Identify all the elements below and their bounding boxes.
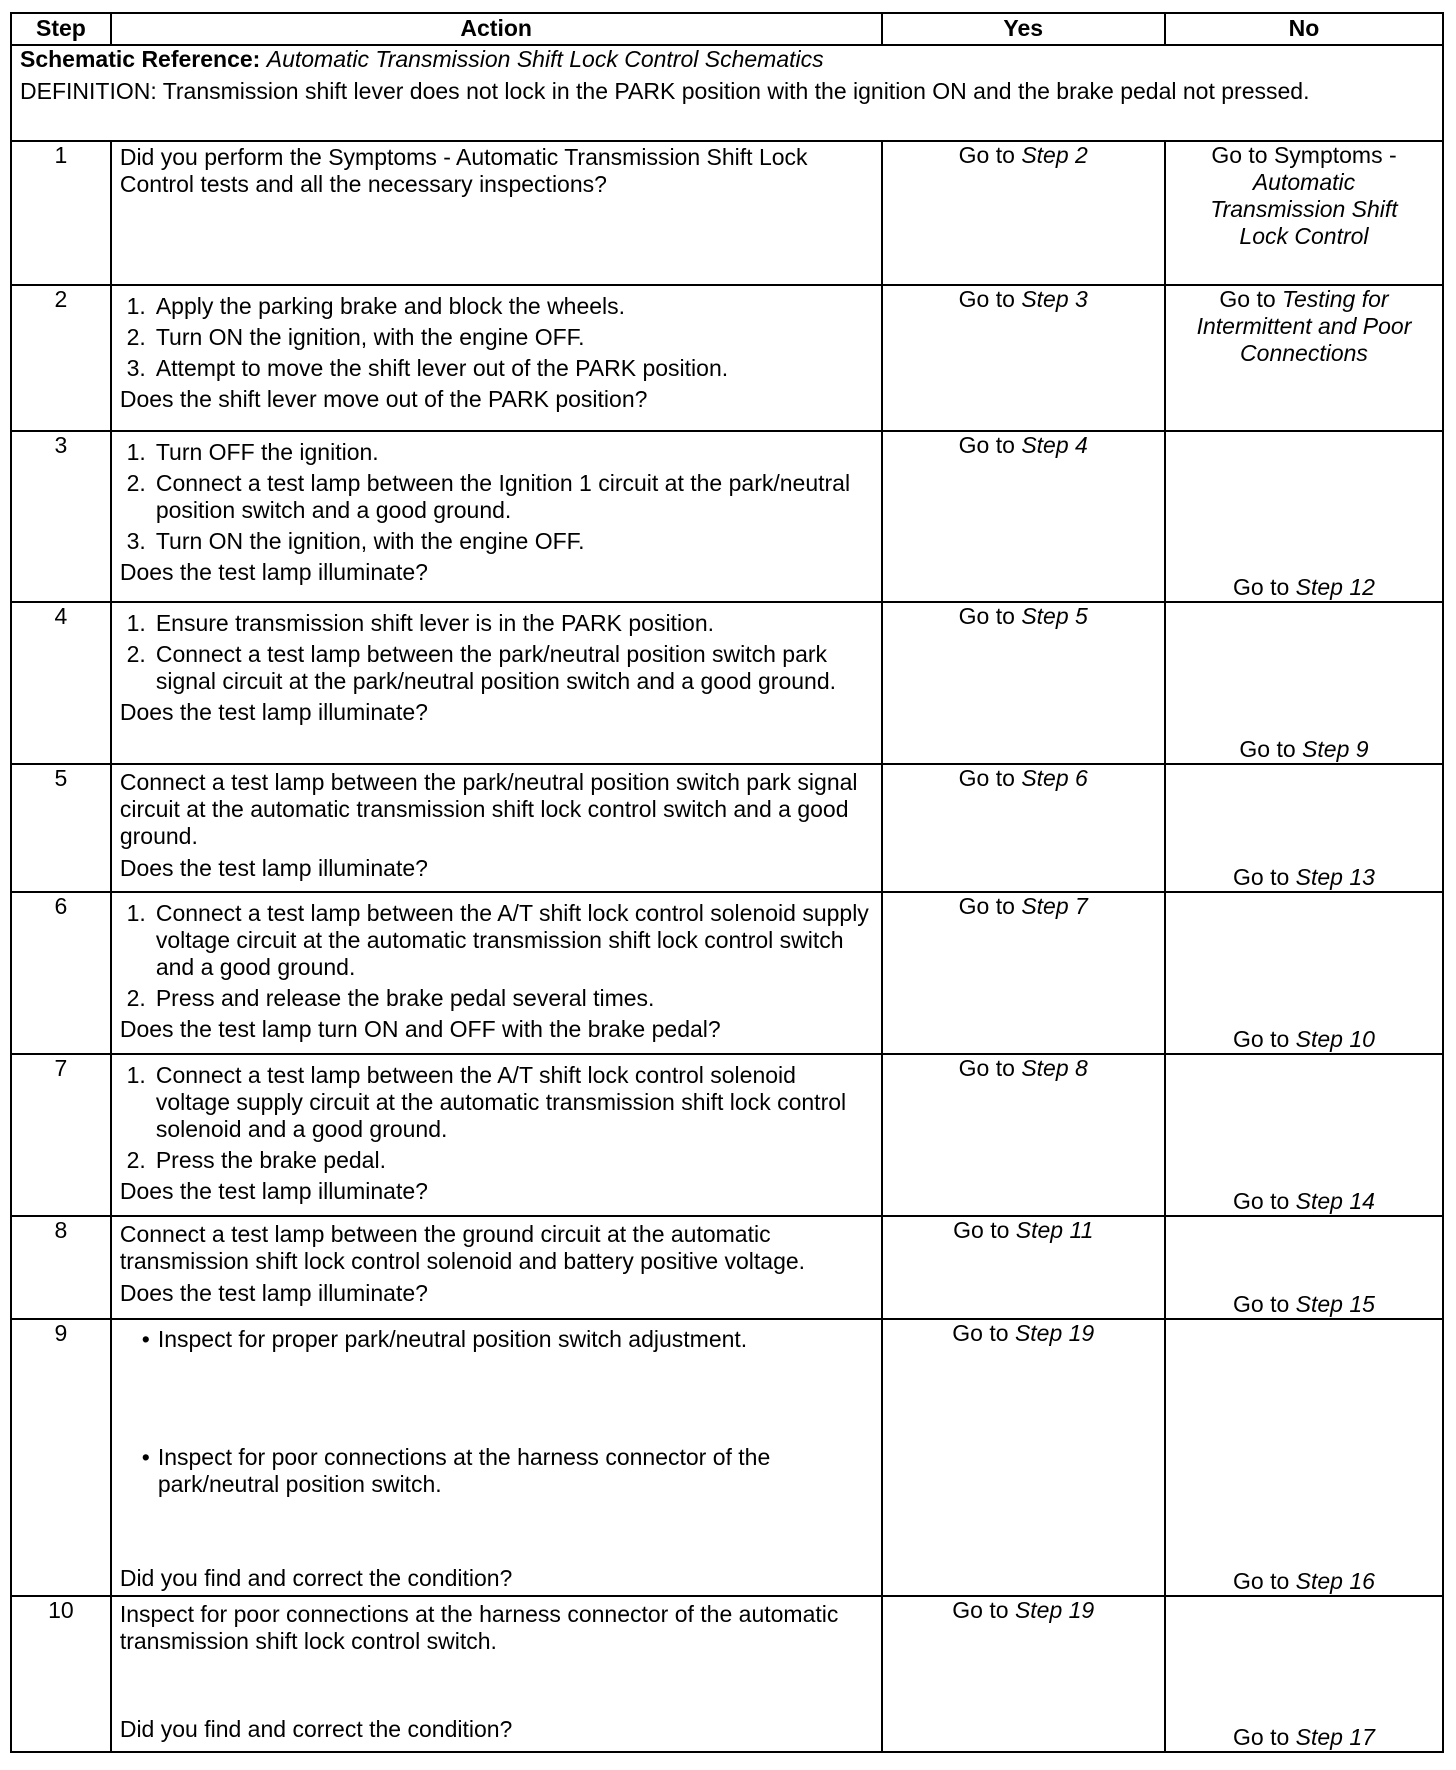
action-cell: 1. Apply the parking brake and block the wheels. 2. Turn ON the ignition, with the engine OFF. 3. Attempt to move the shift lever out of the PARK position. Does the shift lever move out of the PARK position? [111,285,882,431]
no-link[interactable]: Step 15 [1295,1291,1375,1317]
no-link[interactable]: Step 10 [1295,1026,1375,1052]
action-cell [111,1319,882,1596]
list-item: Attempt to move the shift lever out of the PARK position. [155,355,729,381]
step-number: 10 [11,1596,111,1752]
list-item: Connect a test lamp between the A/T shift lock control solenoid voltage supply circuit at the automatic transmission shift lock control solenoid and a good ground. [155,1062,847,1142]
list-item: Turn ON the ignition, with the engine OFF. [155,528,585,554]
yes-link[interactable]: Step 3 [1021,286,1088,312]
no-cell: Go to Step 15 [1165,1216,1443,1319]
yes-cell: Go to Step 4 [882,431,1165,602]
no-link[interactable]: Testing for [1282,286,1389,312]
action-cell: 1. Turn OFF the ignition. 2. Connect a test lamp between the Ignition 1 circuit at the park/neutral position switch and a good ground. 3. Turn ON the ignition, with the engine OFF. Does the test lamp illuminate? [111,431,882,602]
yes-link[interactable]: Step 19 [1014,1320,1095,1346]
no-line-2[interactable]: Intermittent and Poor [1196,313,1412,339]
no-link[interactable]: Step 12 [1295,574,1375,600]
action-text: Did you perform the Symptoms - Automatic Transmission Shift Lock Control tests and all the necessary inspections? [119,144,808,197]
yes-link[interactable]: Step 4 [1021,432,1088,458]
no-line-1[interactable]: Go to Symptoms - [1211,142,1397,168]
no-line-3[interactable]: Transmission Shift [1210,196,1398,222]
yes-cell: Go to Step 19 [882,1319,1165,1596]
no-cell: Go to Step 9 [1165,602,1443,764]
step-number: 4 [11,602,111,764]
yes-link[interactable]: Step 6 [1021,765,1088,791]
no-cell: Go to Step 10 [1165,892,1443,1054]
yes-link[interactable]: Step 11 [1015,1217,1094,1243]
no-line-3[interactable]: Connections [1240,340,1368,366]
action-text: Connect a test lamp between the park/neutral position switch park signal circuit at the automatic transmission shift lock control switch and a good ground. [119,769,858,849]
table-row [11,602,1443,764]
no-cell: Go to Step 12 [1165,431,1443,602]
action-text: Inspect for poor connections at the harness connector of the automatic transmission shift lock control switch. [119,1601,839,1654]
table-row [11,431,1443,602]
header-no: No [1165,13,1443,45]
step-number: 2 [11,285,111,431]
schematic-label: Schematic Reference: [20,46,261,72]
table-row [11,141,1443,285]
question-text: Did you find and correct the condition? [119,1565,513,1591]
question-text: Does the test lamp illuminate? [119,699,428,725]
table-row [11,285,1443,431]
no-cell: Go to Step 17 [1165,1596,1443,1752]
step-number: 7 [11,1054,111,1216]
action-cell: 1. Connect a test lamp between the A/T shift lock control solenoid supply voltage circuit at the automatic transmission shift lock control switch and a good ground. 2. Press and release the brake pedal several times. Does the test lamp turn ON and OFF with the brake pedal? [111,892,882,1054]
action-cell: 1. Connect a test lamp between the A/T shift lock control solenoid voltage supply circuit at the automatic transmission shift lock control solenoid and a good ground. 2. Press the brake pedal. Does the test lamp illuminate? [111,1054,882,1216]
step-number: 3 [11,431,111,602]
list-item: Connect a test lamp between the park/neutral position switch park signal circuit at the park/neutral position switch and a good ground. [155,641,837,694]
schematic-link[interactable]: Automatic Transmission Shift Lock Control Schematics [266,46,824,72]
no-cell: Go to Step 14 [1165,1054,1443,1216]
yes-cell: Go to Step 8 [882,1054,1165,1216]
step-number: 1 [11,141,111,285]
action-cell [111,1216,882,1319]
table-row [11,1054,1443,1216]
yes-link[interactable]: Step 5 [1021,603,1088,629]
yes-cell: Go to Step 5 [882,602,1165,764]
list-item: Ensure transmission shift lever is in the PARK position. [155,610,715,636]
no-cell: Go to Step 16 [1165,1319,1443,1596]
no-line-2[interactable]: Automatic [1252,169,1356,195]
list-item: Apply the parking brake and block the wheels. [155,293,626,319]
action-text: Connect a test lamp between the ground circuit at the automatic transmission shift lock control solenoid and battery positive voltage. [119,1221,806,1274]
no-line-4[interactable]: Lock Control [1239,223,1369,249]
no-cell: Go to Testing for Intermittent and Poor Connections [1165,285,1443,431]
table-row [11,1319,1443,1596]
yes-link[interactable]: Step 7 [1021,893,1088,919]
yes-cell: Go to Step 2 [882,141,1165,285]
action-cell [111,1596,882,1752]
question-text: Does the test lamp illuminate? [119,1280,428,1306]
step-number: 5 [11,764,111,892]
yes-link[interactable]: Step 8 [1021,1055,1088,1081]
step-number: 9 [11,1319,111,1596]
question-text: Does the test lamp illuminate? [119,1178,428,1204]
no-cell: Go to Step 13 [1165,764,1443,892]
step-number: 6 [11,892,111,1054]
step-number: 8 [11,1216,111,1319]
list-item: • Inspect for proper park/neutral position switch adjustment. [141,1326,748,1352]
yes-cell: Go to Step 7 [882,892,1165,1054]
schematic-row [11,45,1443,141]
yes-cell: Go to Step 19 [882,1596,1165,1752]
yes-link[interactable]: Step 2 [1021,142,1088,168]
list-item: Connect a test lamp between the A/T shift lock control solenoid supply voltage circuit at the automatic transmission shift lock control switch and a good ground. [155,900,869,980]
header-row [11,13,1443,45]
table-row [11,1596,1443,1752]
yes-link[interactable]: Step 19 [1014,1597,1095,1623]
no-cell [1165,141,1443,285]
no-link[interactable]: Step 17 [1295,1724,1375,1750]
list-item: Turn ON the ignition, with the engine OFF. [155,324,585,350]
yes-cell: Go to Step 3 [882,285,1165,431]
no-link[interactable]: Step 9 [1302,736,1369,762]
question-text: Does the shift lever move out of the PARK position? [119,386,648,412]
no-link[interactable]: Step 14 [1295,1188,1375,1214]
yes-cell: Go to Step 6 [882,764,1165,892]
table-row [11,892,1443,1054]
header-action: Action [111,13,882,45]
yes-cell: Go to Step 11 [882,1216,1165,1319]
list-item: Press and release the brake pedal several times. [155,985,655,1011]
action-cell: 1. Ensure transmission shift lever is in the PARK position. 2. Connect a test lamp between the park/neutral position switch park signal circuit at the park/neutral position switch and a good ground. Does the test lamp illuminate? [111,602,882,764]
header-yes: Yes [882,13,1165,45]
action-cell [111,141,882,285]
no-link[interactable]: Step 16 [1295,1568,1375,1594]
header-step: Step [11,13,111,45]
question-text: Did you find and correct the condition? [119,1716,513,1742]
list-item: • Inspect for poor connections at the harness connector of the park/neutral position switch. [141,1444,771,1497]
question-text: Does the test lamp illuminate? [119,559,428,585]
question-text: Does the test lamp turn ON and OFF with the brake pedal? [119,1016,721,1042]
schematic-reference [20,46,1434,73]
table-row [11,1216,1443,1319]
list-item: Connect a test lamp between the Ignition 1 circuit at the park/neutral position switch and a good ground. [155,470,851,523]
diagnostic-table [10,12,1444,1753]
list-item: Press the brake pedal. [155,1147,386,1173]
action-cell [111,764,882,892]
question-text: Does the test lamp illuminate? [119,855,428,881]
table-row [11,764,1443,892]
no-link[interactable]: Step 13 [1295,864,1375,890]
definition-text: DEFINITION: Transmission shift lever does not lock in the PARK position with the ignition ON and the brake pedal not pressed. [20,78,1310,104]
list-item: Turn OFF the ignition. [155,439,379,465]
